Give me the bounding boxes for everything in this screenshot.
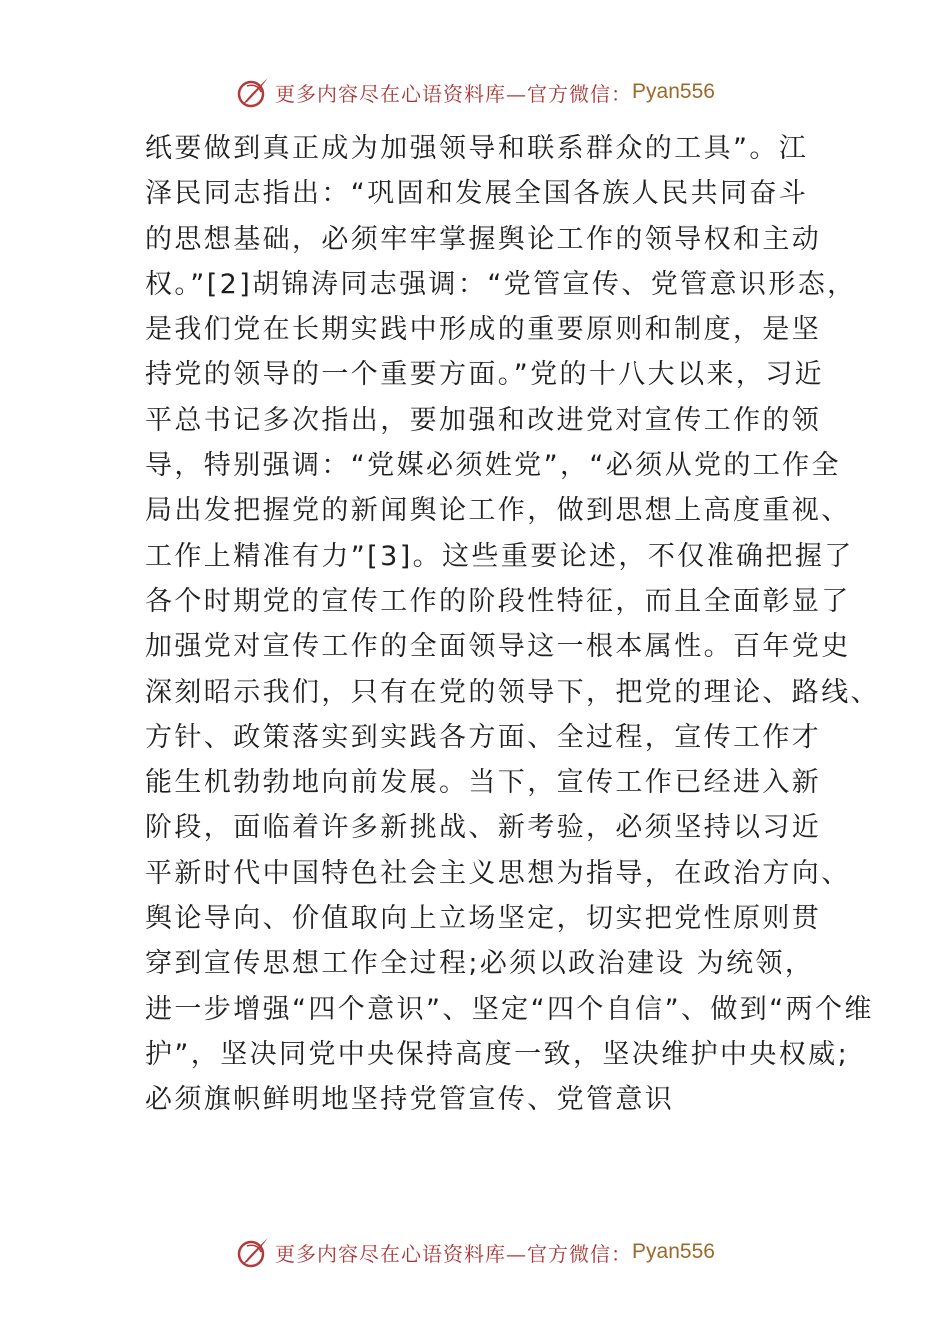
text-line: 各个时期党的宣传工作的阶段性特征，而且全面彰显了 — [145, 585, 851, 617]
document-body — [145, 126, 880, 1123]
text-line: 加强党对宣传工作的全面领导这一根本属性。百年党史 — [145, 631, 851, 663]
text-line: 工作上精准有力”[3]。这些重要论述，不仅准确把握了 — [145, 540, 854, 572]
text-line: 阶段，面临着许多新挑战、新考验，必须坚持以习近 — [145, 812, 822, 844]
text-line: 穿到宣传思想工作全过程;必须以政治建设 为统领， — [145, 948, 815, 980]
text-line: 平新时代中国特色社会主义思想为指导，在政治方向、 — [145, 857, 851, 889]
text-line: 进一步增强“四个意识”、坚定“四个自信”、做到“两个维 — [145, 993, 874, 1025]
text-line: 护”，坚决同党中央保持高度一致，坚决维护中央权威; — [145, 1038, 850, 1070]
banner-text: 更多内容尽在心语资料库—官方微信： — [275, 81, 633, 106]
quill-logo-icon — [235, 74, 271, 110]
banner-brand: Pyan556 — [632, 1240, 715, 1263]
text-line: 纸要做到真正成为加强领导和联系群众的工具”。江 — [145, 133, 809, 164]
banner-brand: Pyan556 — [632, 80, 715, 103]
text-line: 持党的领导的一个重要方面。”党的十八大以来，习近 — [145, 359, 825, 391]
text-line: 是我们党在长期实践中形成的重要原则和制度，是坚 — [145, 314, 822, 346]
text-line: 方针、政策落实到实践各方面、全过程，宣传工作才 — [145, 721, 822, 753]
text-line: 局出发把握党的新闻舆论工作，做到思想上高度重视、 — [145, 495, 851, 527]
text-line: 深刻昭示我们，只有在党的领导下，把党的理论、路线、 — [145, 676, 880, 708]
footer-banner — [0, 1232, 950, 1272]
quill-logo-icon — [235, 1234, 271, 1270]
text-line: 导，特别强调：“党媒必须姓党”，“必须从党的工作全 — [145, 450, 841, 482]
text-line: 泽民同志指出：“巩固和发展全国各族人民共同奋斗 — [145, 178, 809, 210]
text-line: 舆论导向、价值取向上立场坚定，切实把党性原则贯 — [145, 903, 822, 935]
header-banner — [0, 72, 950, 112]
text-line: 的思想基础，必须牢牢掌握舆论工作的领导权和主动 — [145, 223, 822, 255]
text-line: 必须旗帜鲜明地坚持党管宣传、党管意识 — [145, 1084, 675, 1116]
text-line: 能生机勃勃地向前发展。当下，宣传工作已经进入新 — [145, 767, 822, 799]
banner-text: 更多内容尽在心语资料库—官方微信： — [275, 1241, 633, 1266]
text-line: 平总书记多次指出，要加强和改进党对宣传工作的领 — [145, 404, 822, 436]
text-line: 权。”[2]胡锦涛同志强调：“党管宣传、党管意识形态， — [145, 268, 857, 300]
